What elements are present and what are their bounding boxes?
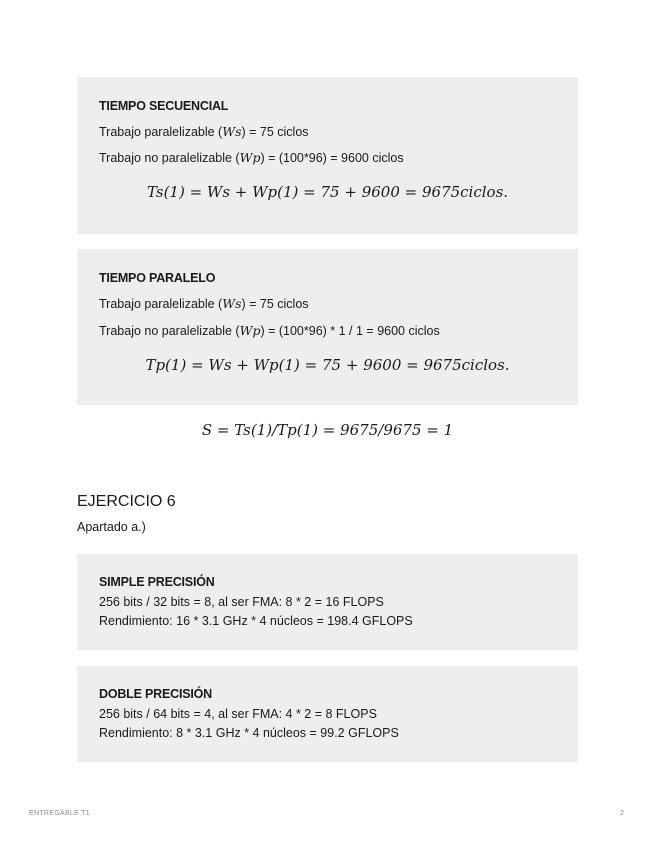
exercise-subtitle: Apartado a.) [77, 520, 146, 534]
speedup-equation: S = Ts(1)/Tp(1) = 9675/9675 = 1 [201, 421, 454, 439]
double-precision-heading: DOBLE PRECISIÓN [99, 687, 212, 701]
ws-symbol: Ws [222, 124, 242, 139]
line-suffix: ) = 75 ciclos [241, 125, 309, 139]
line-prefix: Trabajo paralelizable ( [99, 297, 223, 311]
sequential-heading: TIEMPO SECUENCIAL [99, 99, 229, 113]
line-suffix: ) = (100*96) * 1 / 1 = 9600 ciclos [260, 324, 440, 338]
line-suffix: ) = (100*96) = 9600 ciclos [260, 151, 404, 165]
wp-symbol: Wp [239, 323, 261, 338]
parallel-heading: TIEMPO PARALELO [99, 271, 216, 285]
double-precision-performance-line: Rendimiento: 8 * 3.1 GHz * 4 núcleos = 99.2 GFLOPS [99, 726, 399, 740]
parallel-nonparallelizable-line [99, 323, 440, 338]
wp-symbol: Wp [239, 150, 261, 165]
exercise-title: EJERCICIO 6 [77, 493, 176, 510]
parallel-parallelizable-line [99, 296, 309, 311]
line-prefix: Trabajo paralelizable ( [99, 125, 223, 139]
sequential-parallelizable-line [99, 124, 309, 139]
line-prefix: Trabajo no paralelizable ( [99, 151, 240, 165]
parallel-time-box [77, 249, 578, 405]
simple-precision-flops-line: 256 bits / 32 bits = 8, al ser FMA: 8 * 2 = 16 FLOPS [99, 595, 384, 609]
double-precision-box [77, 666, 578, 762]
double-precision-flops-line: 256 bits / 64 bits = 4, al ser FMA: 4 * 2 = 8 FLOPS [99, 707, 377, 721]
ws-symbol: Ws [222, 296, 242, 311]
sequential-nonparallelizable-line [99, 150, 404, 165]
footer-label: ENTREGABLE T1 [29, 810, 90, 817]
simple-precision-box [77, 554, 578, 650]
simple-precision-performance-line: Rendimiento: 16 * 3.1 GHz * 4 núcleos = 198.4 GFLOPS [99, 614, 413, 628]
simple-precision-heading: SIMPLE PRECISIÓN [99, 575, 215, 589]
sequential-equation: Ts(1) = Ws + Wp(1) = 75 + 9600 = 9675ciclos. [146, 183, 509, 201]
parallel-equation: Tp(1) = Ws + Wp(1) = 75 + 9600 = 9675ciclos. [145, 356, 510, 374]
line-suffix: ) = 75 ciclos [241, 297, 309, 311]
line-prefix: Trabajo no paralelizable ( [99, 324, 240, 338]
sequential-time-box [77, 77, 578, 234]
page-number: 2 [620, 810, 625, 817]
